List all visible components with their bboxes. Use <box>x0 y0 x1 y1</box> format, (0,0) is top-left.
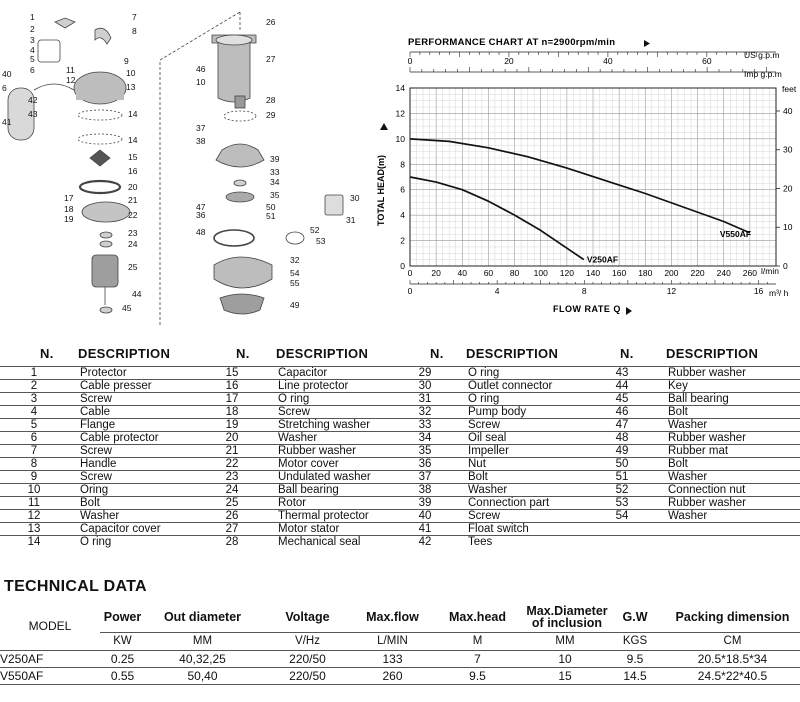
spec-value: 9.5 <box>430 667 525 684</box>
right-tick-label: 0 <box>783 261 788 271</box>
y-tick-label: 14 <box>395 83 405 93</box>
us-gpm-tick-label: 60 <box>702 56 712 66</box>
part-description: Screw <box>466 509 588 522</box>
part-number: 15 <box>198 366 276 379</box>
tech-header: Max.head <box>449 609 506 624</box>
part-number: 35 <box>394 444 466 457</box>
part-number: 3 <box>0 392 78 405</box>
technical-data-table <box>0 602 800 685</box>
part-number: 6 <box>0 431 78 444</box>
unit-cell: KW <box>100 632 145 650</box>
us-gpm-tick-label: 40 <box>603 56 613 66</box>
part-callout-number: 41 <box>2 117 12 127</box>
part-callout-number: 17 <box>64 193 74 203</box>
right-tick-label: 10 <box>783 222 793 233</box>
part-description: Handle <box>78 457 198 470</box>
tech-header <box>525 602 608 632</box>
part-number: 28 <box>198 535 276 548</box>
tech-header: G.W <box>622 609 648 624</box>
part-description: Screw <box>276 405 394 418</box>
impeller-part <box>226 192 254 202</box>
spec-value: 15 <box>525 667 605 684</box>
part-description: Washer <box>78 509 198 522</box>
part-number: 1 <box>0 366 78 379</box>
table-row <box>0 522 800 535</box>
unit-cell: MM <box>525 632 605 650</box>
part-callout-number: 24 <box>128 239 138 249</box>
part-callout-number: 12 <box>66 75 76 85</box>
part-callout-number: 5 <box>30 54 35 64</box>
parts-list-table <box>0 342 800 548</box>
part-description: Cable <box>78 405 198 418</box>
part-description: Screw <box>466 418 588 431</box>
part-description: Ball bearing <box>666 392 800 405</box>
spec-value: 9.5 <box>605 650 665 667</box>
part-callout-number: 42 <box>28 95 38 105</box>
part-number: 33 <box>394 418 466 431</box>
part-description: Mechanical seal <box>276 535 394 548</box>
part-number: 51 <box>588 470 666 483</box>
part-number: 39 <box>394 496 466 509</box>
part-callout-number: 16 <box>128 166 138 176</box>
m3h-tick-label: 12 <box>666 286 677 296</box>
unit-cell: KGS <box>605 632 665 650</box>
y-axis-arrow-icon <box>380 123 388 130</box>
part-number: 9 <box>0 470 78 483</box>
part-number: 54 <box>588 509 666 522</box>
part-number: 11 <box>0 496 78 509</box>
part-number: 46 <box>588 405 666 418</box>
right-tick-label: 30 <box>783 144 793 155</box>
part-callout-number: 32 <box>290 255 300 265</box>
col-header-number: N. <box>394 342 466 366</box>
part-number: 4 <box>0 405 78 418</box>
series-label: V550AF <box>719 228 752 239</box>
tech-header-text: Max.Diameter of inclusion <box>526 603 608 630</box>
part-description: Motor cover <box>276 457 394 470</box>
part-description: Capacitor <box>276 366 394 379</box>
x-tick-label: 100 <box>533 268 548 278</box>
part-callout-number: 35 <box>270 190 280 200</box>
part-number: 36 <box>394 457 466 470</box>
parts-table-header <box>0 342 800 366</box>
part-number: 22 <box>198 457 276 470</box>
spec-value: 10 <box>525 650 605 667</box>
model-name: V550AF <box>0 667 100 684</box>
bottom-axis-unit-m3h: m³/ h <box>769 288 789 298</box>
motor-cover-part <box>82 202 130 222</box>
x-tick-label: 220 <box>690 268 705 278</box>
performance-chart <box>376 30 800 325</box>
part-number: 32 <box>394 405 466 418</box>
table-row <box>0 483 800 496</box>
x-tick-label: 160 <box>612 268 627 278</box>
x-tick-label: 200 <box>664 268 679 278</box>
series-label: V250AF <box>586 254 619 265</box>
part-callout-number: 10 <box>126 68 136 78</box>
connection-part <box>216 144 264 167</box>
part-description: Rubber mat <box>666 444 800 457</box>
part-callout-number: 20 <box>128 182 138 192</box>
rotor-part <box>92 255 118 287</box>
table-row <box>0 405 800 418</box>
part-description: O ring <box>276 392 394 405</box>
table-row <box>0 667 800 684</box>
part-description: Rubber washer <box>666 431 800 444</box>
part-description: Screw <box>78 444 198 457</box>
part-description: Oil seal <box>466 431 588 444</box>
part-callout-number: 53 <box>316 236 326 246</box>
table-row <box>0 496 800 509</box>
part-callout-number: 29 <box>266 110 276 120</box>
part-callout-number: 9 <box>124 56 129 66</box>
part-callout-number: 44 <box>132 289 142 299</box>
right-axis-unit: feet <box>782 84 797 94</box>
part-number: 20 <box>198 431 276 444</box>
spec-value: 40,32,25 <box>145 650 260 667</box>
part-description: Washer <box>276 431 394 444</box>
part-callout-number: 33 <box>270 167 280 177</box>
part-callout-number: 3 <box>30 35 35 45</box>
spec-value: 220/50 <box>260 667 355 684</box>
part-description: Connection nut <box>666 483 800 496</box>
part-callout-number: 6 <box>2 83 7 93</box>
part-description: Bolt <box>666 457 800 470</box>
x-tick-label: 40 <box>457 268 468 278</box>
part-number: 2 <box>0 379 78 392</box>
technical-data-title: TECHNICAL DATA <box>4 578 147 595</box>
part-description: Motor stator <box>276 522 394 535</box>
tech-header: Packing dimension <box>675 609 790 624</box>
title-arrow-icon <box>644 40 650 47</box>
part-number: 37 <box>394 470 466 483</box>
unit-cell: MM <box>145 632 260 650</box>
part-callout-number: 26 <box>266 17 276 27</box>
part-number: 23 <box>198 470 276 483</box>
part-description: Stretching washer <box>276 418 394 431</box>
part-callout-number: 22 <box>128 210 138 220</box>
part-description: Screw <box>78 392 198 405</box>
us-gpm-tick-label: 20 <box>504 56 514 66</box>
part-description: Ball bearing <box>276 483 394 496</box>
y-tick-label: 12 <box>395 108 405 119</box>
us-gpm-tick-label: 0 <box>407 56 413 66</box>
unit-cell: L/MIN <box>355 632 430 650</box>
y-tick-label: 10 <box>395 133 405 144</box>
part-number: 5 <box>0 418 78 431</box>
part-number: 7 <box>0 444 78 457</box>
top-axis-unit-us: US g.p.m <box>744 50 780 60</box>
part-callout-number: 14 <box>128 135 138 145</box>
part-callout-number: 55 <box>290 278 300 288</box>
left-axis-label: TOTAL HEAD(m) <box>376 155 386 226</box>
col-header-description: DESCRIPTION <box>276 342 394 366</box>
thermal-protector-part <box>235 96 245 108</box>
y-tick-label: 0 <box>400 261 405 271</box>
part-description: Nut <box>466 457 588 470</box>
part-description: Washer <box>466 483 588 496</box>
model-name: V250AF <box>0 650 100 667</box>
part-number: 42 <box>394 535 466 548</box>
outlet-connector-part <box>325 195 343 215</box>
part-number: 18 <box>198 405 276 418</box>
part-callout-number: 37 <box>196 123 206 133</box>
col-header-number: N. <box>198 342 276 366</box>
part-callout-number: 23 <box>128 228 138 238</box>
part-description: O ring <box>78 535 198 548</box>
spec-value: 24.5*22*40.5 <box>665 667 800 684</box>
col-header-description: DESCRIPTION <box>666 342 800 366</box>
part-description: Connection part <box>466 496 588 509</box>
part-number: 16 <box>198 379 276 392</box>
part-callout-number: 40 <box>2 69 12 79</box>
part-callout-number: 13 <box>126 82 136 92</box>
x-axis-arrow-icon <box>626 307 632 315</box>
spec-value: 50,40 <box>145 667 260 684</box>
table-row <box>0 379 800 392</box>
m3h-tick-label: 4 <box>494 286 500 296</box>
right-tick-label: 20 <box>783 183 793 194</box>
part-callout-number: 45 <box>122 303 132 313</box>
part-description: Flange <box>78 418 198 431</box>
part-number: 29 <box>394 366 466 379</box>
part-description: Float switch <box>466 522 588 535</box>
x-tick-label: 120 <box>559 268 574 278</box>
part-description: Protector <box>78 366 198 379</box>
part-description: Bolt <box>666 405 800 418</box>
part-callout-number: 2 <box>30 24 35 34</box>
capacitor-part <box>90 150 110 166</box>
part-number: 21 <box>198 444 276 457</box>
part-description: Line protector <box>276 379 394 392</box>
table-row <box>0 457 800 470</box>
y-tick-label: 4 <box>400 210 405 221</box>
part-description: O ring <box>466 366 588 379</box>
part-callout-number: 27 <box>266 54 276 64</box>
table-row <box>0 535 800 548</box>
part-callout-number: 6 <box>30 65 35 75</box>
table-row <box>0 392 800 405</box>
part-description: Cable protector <box>78 431 198 444</box>
part-callout-number: 30 <box>350 193 360 203</box>
part-description: Washer <box>666 418 800 431</box>
x-tick-label: 260 <box>742 268 757 278</box>
x-tick-label: 80 <box>509 268 520 278</box>
exploded-view-diagram <box>0 0 380 330</box>
table-row <box>0 650 800 667</box>
part-callout-number: 38 <box>196 136 206 146</box>
part-number: 12 <box>0 509 78 522</box>
part-description: Capacitor cover <box>78 522 198 535</box>
tech-header: Max.flow <box>366 609 419 624</box>
part-description: Cable presser <box>78 379 198 392</box>
spec-value: 0.55 <box>100 667 145 684</box>
part-callout-number: 34 <box>270 177 280 187</box>
spec-value: 220/50 <box>260 650 355 667</box>
x-tick-label: 180 <box>638 268 653 278</box>
bottom-axis-unit-lmin: l/min <box>761 266 779 276</box>
x-tick-label: 240 <box>716 268 731 278</box>
part-description: Washer <box>666 470 800 483</box>
x-tick-label: 140 <box>585 268 601 278</box>
m3h-tick-label: 16 <box>753 286 764 296</box>
part-callout-number: 10 <box>196 77 206 87</box>
right-tick-label: 40 <box>783 105 793 116</box>
col-header-description: DESCRIPTION <box>466 342 588 366</box>
part-number: 53 <box>588 496 666 509</box>
part-number: 17 <box>198 392 276 405</box>
table-row <box>0 470 800 483</box>
part-description: Oring <box>78 483 198 496</box>
part-description: Rotor <box>276 496 394 509</box>
part-description: Tees <box>466 535 588 548</box>
part-number: 25 <box>198 496 276 509</box>
part-number: 41 <box>394 522 466 535</box>
spec-value: 14.5 <box>605 667 665 684</box>
part-callout-number: 49 <box>290 300 300 310</box>
part-number: 52 <box>588 483 666 496</box>
part-number: 45 <box>588 392 666 405</box>
part-description: Washer <box>666 509 800 522</box>
part-callout-number: 43 <box>28 109 38 119</box>
part-number: 14 <box>0 535 78 548</box>
part-callout-number: 1 <box>30 12 35 22</box>
part-description <box>666 535 800 548</box>
table-row <box>0 366 800 379</box>
part-description: Thermal protector <box>276 509 394 522</box>
part-description: Rubber washer <box>666 496 800 509</box>
part-description: Outlet connector <box>466 379 588 392</box>
part-number: 24 <box>198 483 276 496</box>
rubber-mat-part <box>220 294 264 314</box>
part-number: 43 <box>588 366 666 379</box>
part-description: O ring <box>466 392 588 405</box>
part-description: Rubber washer <box>276 444 394 457</box>
table-row <box>0 431 800 444</box>
part-callout-number: 54 <box>290 268 300 278</box>
part-description: Bolt <box>466 470 588 483</box>
part-callout-number: 21 <box>128 195 138 205</box>
x-tick-label: 20 <box>431 268 441 278</box>
part-number: 30 <box>394 379 466 392</box>
spec-value: 0.25 <box>100 650 145 667</box>
y-tick-label: 6 <box>400 184 405 195</box>
part-callout-number: 47 <box>196 202 206 212</box>
m3h-tick-label: 8 <box>581 286 587 296</box>
part-callout-number: 36 <box>196 210 206 220</box>
tech-header: Power <box>103 609 142 624</box>
table-row <box>0 509 800 522</box>
part-callout-number: 39 <box>270 154 280 164</box>
spec-value: 133 <box>355 650 430 667</box>
top-axis-unit-imp: Imp g.p.m <box>744 69 782 79</box>
part-number: 48 <box>588 431 666 444</box>
part-callout-number: 46 <box>196 64 206 74</box>
part-description: Undulated washer <box>276 470 394 483</box>
part-description: Impeller <box>466 444 588 457</box>
col-header-number: N. <box>588 342 666 366</box>
part-callout-number: 50 <box>266 202 276 212</box>
col-header-number: N. <box>0 342 78 366</box>
tech-header: Voltage <box>285 609 330 624</box>
part-number: 31 <box>394 392 466 405</box>
part-description: Key <box>666 379 800 392</box>
handle-part <box>95 28 111 44</box>
part-number: 27 <box>198 522 276 535</box>
part-callout-number: 18 <box>64 204 74 214</box>
part-number: 49 <box>588 444 666 457</box>
part-callout-number: 15 <box>128 152 138 162</box>
part-number: 44 <box>588 379 666 392</box>
y-tick-label: 2 <box>400 235 405 246</box>
part-number: 38 <box>394 483 466 496</box>
spec-value: 260 <box>355 667 430 684</box>
part-number: 19 <box>198 418 276 431</box>
part-callout-number: 28 <box>266 95 276 105</box>
tech-units-row <box>0 632 800 650</box>
part-number: 10 <box>0 483 78 496</box>
spec-value: 20.5*18.5*34 <box>665 650 800 667</box>
part-number: 47 <box>588 418 666 431</box>
spec-value: 7 <box>430 650 525 667</box>
part-number: 50 <box>588 457 666 470</box>
part-callout-number: 52 <box>310 225 320 235</box>
unit-cell: CM <box>665 632 800 650</box>
part-number <box>588 522 666 535</box>
part-number: 40 <box>394 509 466 522</box>
y-tick-label: 8 <box>400 159 405 170</box>
part-description: Rubber washer <box>666 366 800 379</box>
part-callout-number: 8 <box>132 26 137 36</box>
part-number: 26 <box>198 509 276 522</box>
tech-header-row <box>0 602 800 632</box>
part-callout-number: 19 <box>64 214 74 224</box>
part-number: 8 <box>0 457 78 470</box>
x-tick-label: 0 <box>407 268 413 278</box>
part-callout-number: 14 <box>128 109 138 119</box>
part-callout-number: 11 <box>66 65 75 75</box>
x-tick-label: 60 <box>483 268 494 278</box>
m3h-tick-label: 0 <box>407 286 413 296</box>
col-header-description: DESCRIPTION <box>78 342 198 366</box>
part-callout-number: 7 <box>132 12 137 22</box>
pump-body-part <box>214 257 272 288</box>
part-description <box>666 522 800 535</box>
part-number: 34 <box>394 431 466 444</box>
protector-part <box>55 18 75 28</box>
chart-title: PERFORMANCE CHART AT n=2900rpm/min <box>408 37 616 48</box>
tech-header: Out diameter <box>163 609 242 624</box>
part-callout-number: 4 <box>30 45 35 55</box>
part-callout-number: 48 <box>196 227 206 237</box>
table-row <box>0 444 800 457</box>
table-row <box>0 418 800 431</box>
part-number: 13 <box>0 522 78 535</box>
x-axis-label: FLOW RATE Q <box>553 304 621 314</box>
handle-bracket-part <box>38 40 60 62</box>
unit-cell: M <box>430 632 525 650</box>
part-description: Screw <box>78 470 198 483</box>
model-label: MODEL <box>0 602 100 650</box>
part-callout-number: 31 <box>346 215 356 225</box>
part-description: Bolt <box>78 496 198 509</box>
part-number <box>588 535 666 548</box>
part-callout-number: 25 <box>128 262 138 272</box>
part-callout-number: 51 <box>266 211 276 221</box>
part-description: Pump body <box>466 405 588 418</box>
unit-cell: V/Hz <box>260 632 355 650</box>
